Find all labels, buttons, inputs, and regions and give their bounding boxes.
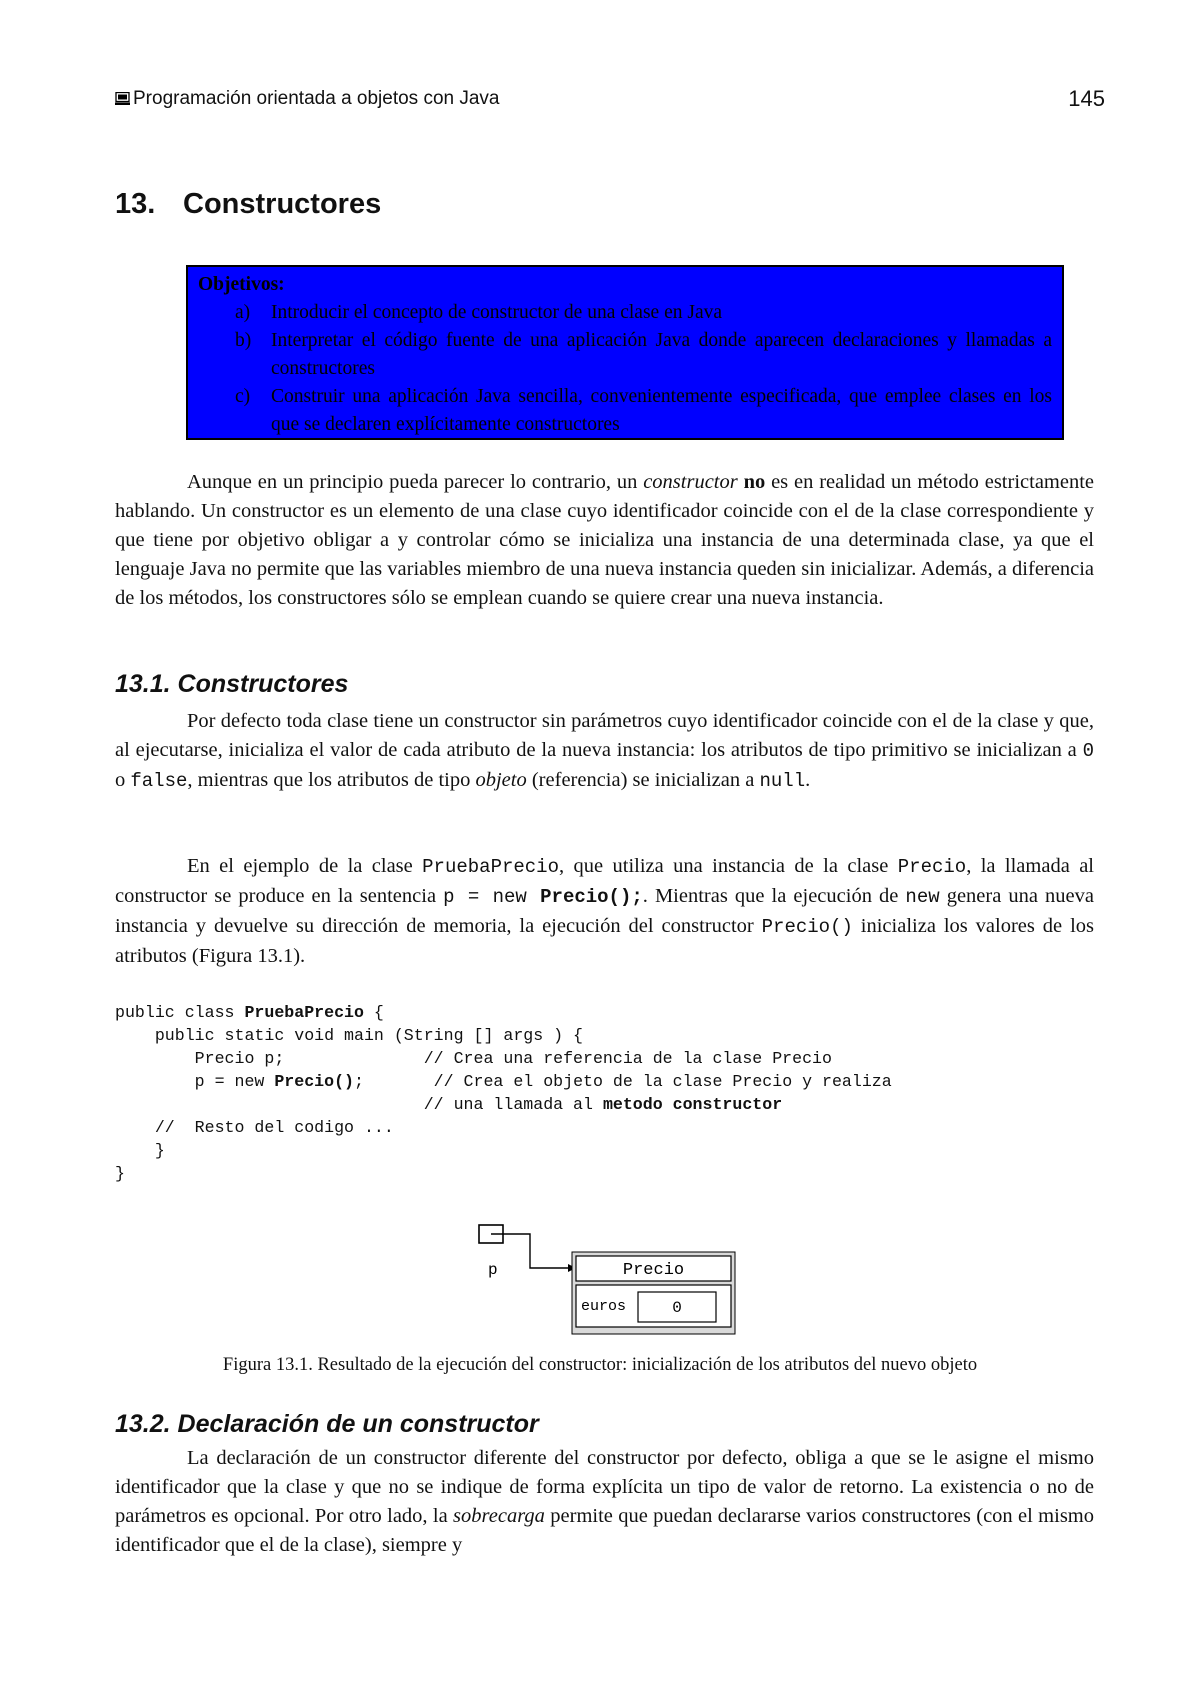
intro-emphasis: constructor: [643, 471, 738, 493]
code-line: Precio p; // Crea una referencia de la clase Precio: [115, 1049, 832, 1068]
code-bold: PruebaPrecio: [244, 1003, 364, 1022]
inline-code: p = new: [443, 886, 541, 908]
chapter-title: Constructores: [183, 188, 382, 220]
page-header: [115, 88, 1105, 118]
figure-caption: Figura 13.1. Resultado de la ejecución del constructor: inicialización de los atributos del nuevo objeto: [222, 1355, 978, 1375]
code-line: // una llamada al: [115, 1095, 603, 1114]
objectives-list: [198, 299, 1052, 439]
section-heading-1: 13.1. Constructores: [115, 670, 349, 698]
objective-text: Introducir el concepto de constructor de una clase en Java: [271, 302, 723, 323]
code-line: // Resto del codigo ...: [115, 1118, 394, 1137]
section1-paragraph-2: [115, 852, 1094, 971]
intro-paragraph: [115, 468, 1094, 613]
paragraph-text: genera una nueva instancia y devuelve su dirección de memoria, la ejecución del constructor: [115, 885, 1094, 937]
inline-code: new: [905, 886, 940, 908]
paragraph-text: .: [805, 769, 811, 791]
computer-icon: [115, 89, 130, 102]
code-line: p = new: [115, 1072, 275, 1091]
objective-item: [198, 299, 1052, 327]
inline-code: null: [759, 770, 806, 792]
paragraph-emphasis: sobrecarga: [453, 1505, 545, 1527]
objective-marker: a): [235, 302, 251, 323]
objective-marker: b): [235, 330, 252, 351]
paragraph-emphasis: objeto: [475, 769, 527, 791]
section-heading-2: 13.2. Declaración de un constructor: [115, 1410, 539, 1438]
variable-label: p: [488, 1261, 498, 1279]
paragraph-text: permite que puedan declararse varios constructores (con el mismo identificador que el de la clase), siempre y: [115, 1505, 1094, 1556]
inline-code: 0: [1082, 740, 1094, 762]
intro-text: Aunque en un principio pueda parecer lo contrario, un: [187, 471, 644, 493]
objective-marker: c): [235, 386, 251, 407]
code-listing: [115, 1001, 892, 1185]
class-name: Precio: [622, 1261, 685, 1280]
paragraph-text: , que utiliza una instancia de la clase: [558, 855, 898, 877]
paragraph-text: La declaración de un constructor diferente del constructor por defecto, obliga a que se le asigne el mismo identificador que la clase y que no se indique de forma explícita un tipo de valor de retorno. La existencia o no de parámetros es opcional. Por otro lado, la: [115, 1447, 1094, 1527]
paragraph-text: Por defecto toda clase tiene un constructor sin parámetros cuyo identificador coincide con el de la clase y que, al ejecutarse, inicializa el valor de cada atributo de la nueva instancia: los atributos de tipo primitivo se inicializan a: [115, 710, 1094, 761]
paragraph-text: , mientras que los atributos de tipo: [187, 769, 476, 791]
object-diagram: [470, 1215, 750, 1340]
inline-code: PruebaPrecio: [422, 856, 559, 878]
paragraph-text: En el ejemplo de la clase: [187, 855, 423, 877]
code-line: public class: [115, 1003, 245, 1022]
attribute-name: euros: [581, 1298, 627, 1315]
intro-text: es en realidad un método estrictamente hablando. Un constructor es un elemento de una clase cuyo identificador coincide con el de la clase correspondiente y que tiene por objetivo obligar a y controlar cómo se inicializa una instancia de una determinada clase, ya que el lenguaje Java no permite que las variables miembro de una nueva instancia queden sin inicializar. Además, a diferencia de los métodos, los constructores sólo se emplean cuando se quiere crear una nueva instancia.: [115, 471, 1095, 609]
paragraph-text: o: [115, 769, 131, 791]
code-line: ; // Crea el objeto de la clase Precio y realiza: [354, 1072, 892, 1091]
objectives-title: Objetivos:: [198, 274, 285, 295]
intro-strong: no: [743, 471, 766, 493]
code-line: }: [115, 1164, 125, 1183]
objective-text: Interpretar el código fuente de una aplicación Java donde aparecen declaraciones y llamadas a constructores: [271, 330, 1052, 379]
objectives-box: [186, 265, 1064, 440]
paragraph-text: (referencia) se inicializan a: [526, 769, 760, 791]
section1-paragraph-1: [115, 707, 1094, 796]
paragraph-text: . Mientras que la ejecución de: [642, 885, 906, 907]
page-number: 145: [1068, 86, 1105, 111]
section2-paragraph-1: [115, 1444, 1094, 1560]
running-title: Programación orientada a objetos con Java: [133, 88, 500, 109]
paragraph-text: , la llamada al constructor se produce en la sentencia: [115, 855, 1095, 907]
objective-text: Construir una aplicación Java sencilla, convenientemente especificada, que emplee clases en los que se declaren explícitamente constructores: [271, 386, 1052, 435]
code-line: public static void main (String [] args ) {: [115, 1026, 584, 1045]
code-bold: Precio(): [274, 1072, 354, 1091]
inline-code-bold: Precio();: [540, 886, 643, 908]
chapter-number: 13.: [115, 188, 156, 220]
attribute-value: 0: [672, 1299, 682, 1317]
inline-code: Precio: [897, 856, 967, 878]
code-line: {: [363, 1003, 384, 1022]
code-line: }: [115, 1141, 165, 1160]
objective-item: [198, 383, 1052, 439]
inline-code: Precio(): [761, 916, 853, 938]
inline-code: false: [130, 770, 188, 792]
paragraph-text: inicializa los valores de los atributos (Figura 13.1).: [115, 915, 1094, 967]
code-bold: metodo constructor: [602, 1095, 783, 1114]
chapter-heading: [115, 188, 381, 221]
objective-item: [198, 327, 1052, 383]
